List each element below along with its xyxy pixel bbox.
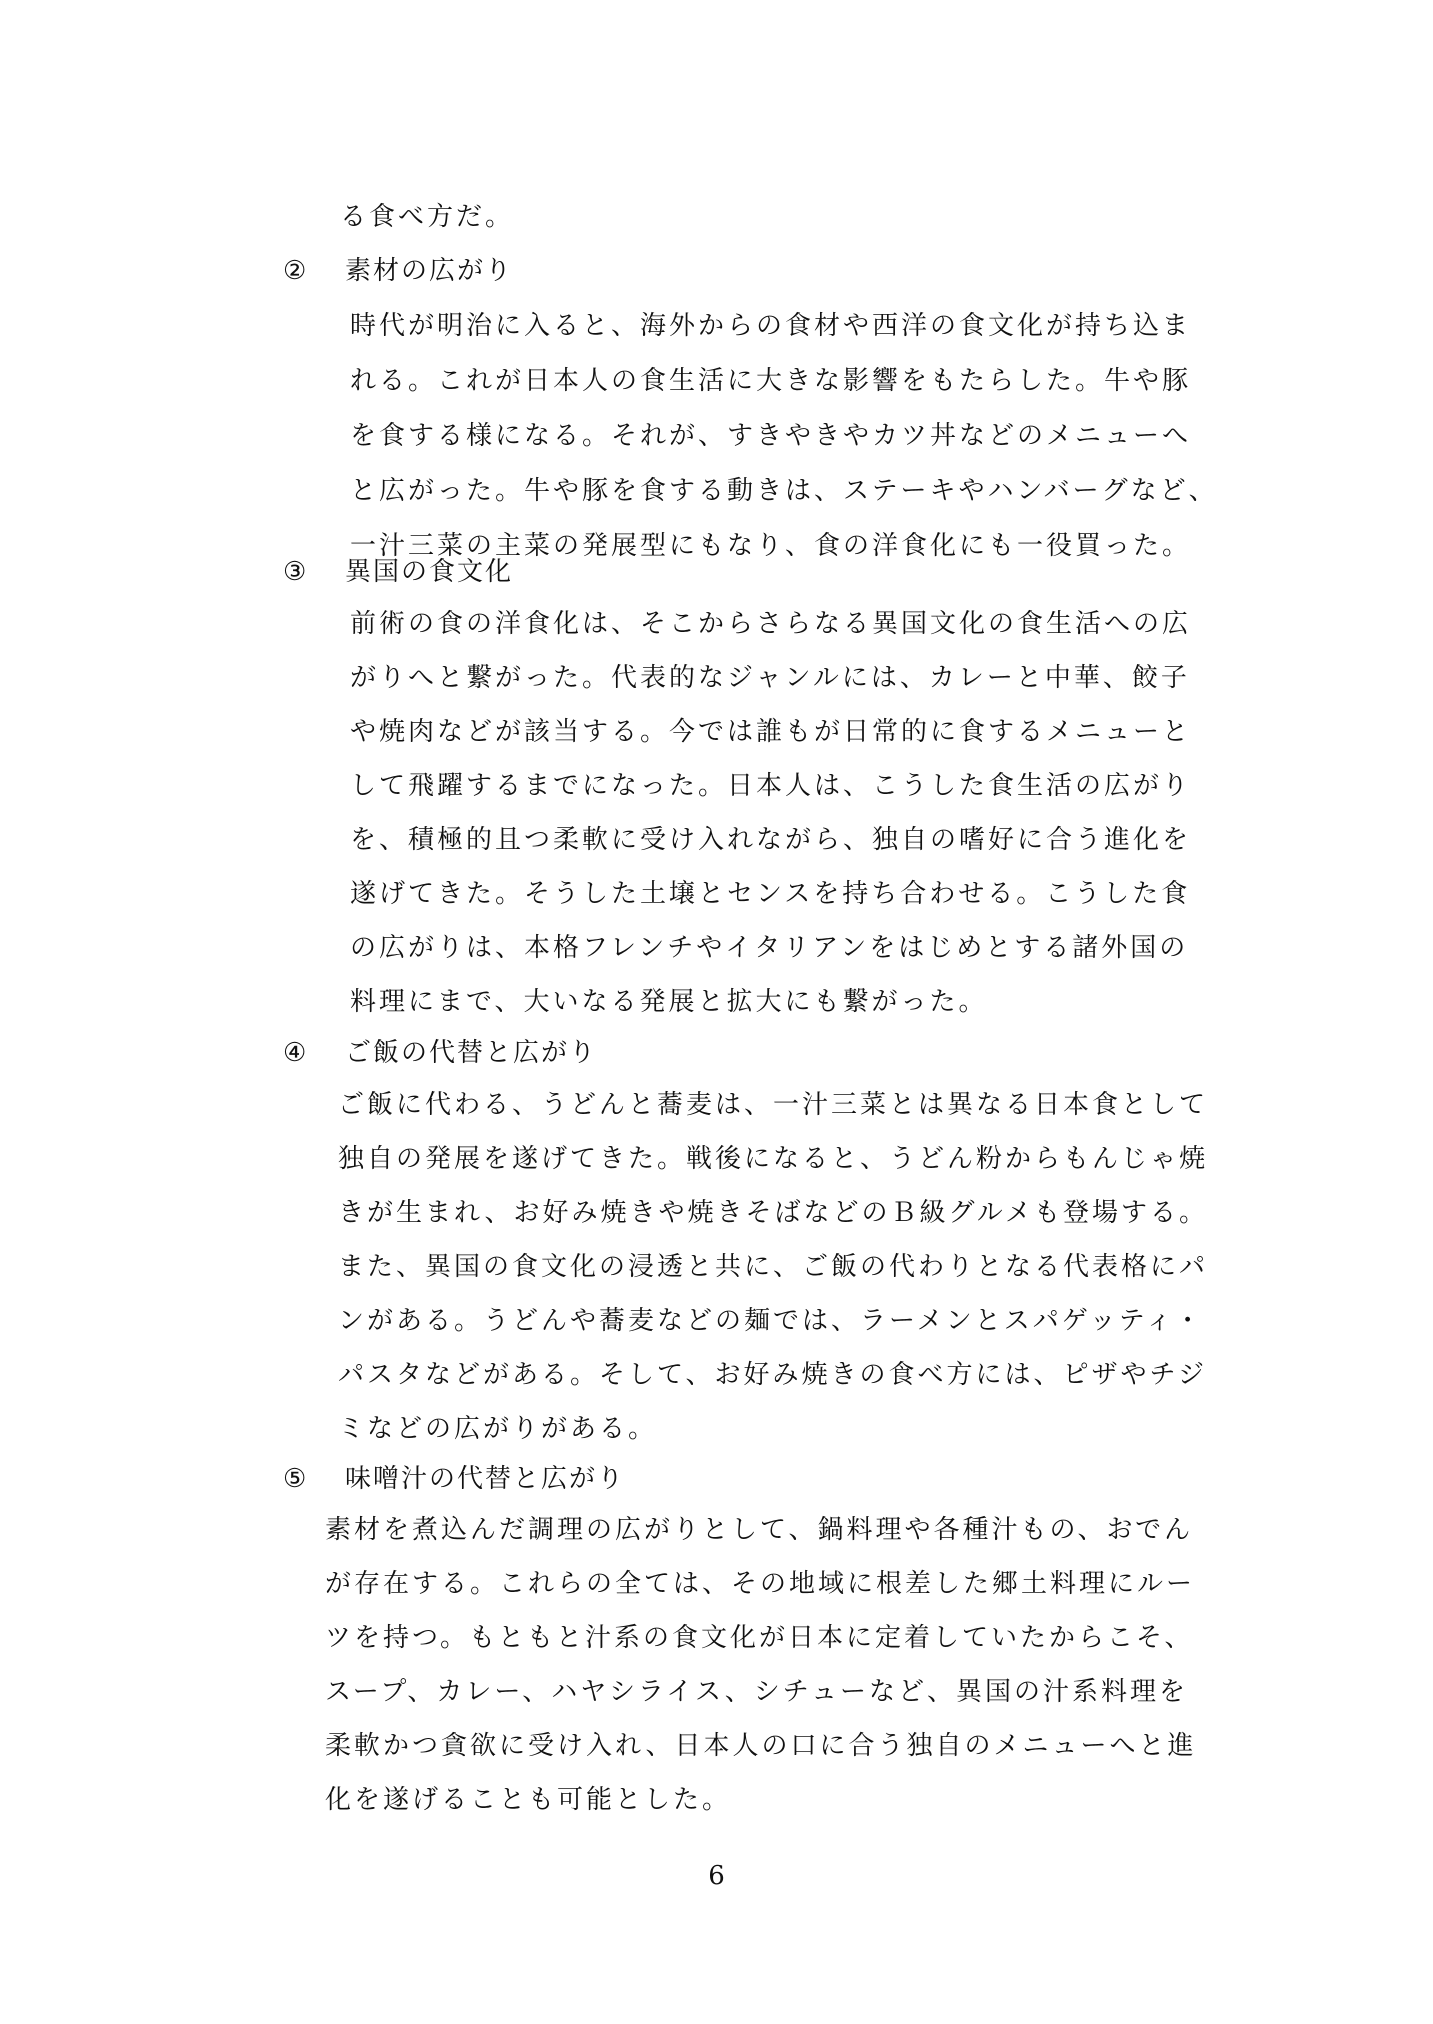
section-3-line: がりへと繋がった。代表的なジャンルには、カレーと中華、餃子 <box>350 663 1190 693</box>
section-5-line: が存在する。これらの全ては、その地域に根差した郷土料理にルー <box>325 1569 1196 1599</box>
section-heading-5 <box>283 1463 625 1495</box>
section-3-line: や焼肉などが該当する。今では誰もが日常的に食するメニューと <box>350 717 1192 747</box>
section-2-line: れる。これが日本人の食生活に大きな影響をもたらした。牛や豚 <box>350 366 1192 396</box>
section-5-line: 柔軟かつ貪欲に受け入れ、日本人の口に合う独自のメニューへと進 <box>325 1731 1197 1761</box>
section-2-line: 時代が明治に入ると、海外からの食材や西洋の食文化が持ち込ま <box>350 311 1192 341</box>
section-4-line: 独自の発展を遂げてきた。戦後になると、うどん粉からもんじゃ焼 <box>338 1144 1209 1174</box>
section-heading-3 <box>283 556 513 588</box>
section-3-line: 前術の食の洋食化は、そこからさらなる異国文化の食生活への広 <box>350 609 1192 639</box>
section-4-line: ミなどの広がりがある。 <box>338 1414 658 1444</box>
section-3-line: の広がりは、本格フレンチやイタリアンをはじめとする諸外国の <box>350 933 1189 963</box>
intro-line: る食べ方だ。 <box>340 202 515 232</box>
section-5-line: スープ、カレー、ハヤシライス、シチューなど、異国の汁系料理を <box>325 1677 1188 1707</box>
section-4-line: ンがある。うどんや蕎麦などの麺では、ラーメンとスパゲッティ・ <box>338 1306 1204 1336</box>
section-5-line: ツを持つ。もともと汁系の食文化が日本に定着していたからこそ、 <box>325 1623 1194 1653</box>
section-title: 異国の食文化 <box>345 557 514 587</box>
section-4-line: ご飯に代わる、うどんと蕎麦は、一汁三菜とは異なる日本食として <box>338 1090 1209 1120</box>
section-title: 素材の広がり <box>345 256 514 286</box>
section-2-line: と広がった。牛や豚を食する動きは、ステーキやハンバーグなど、 <box>350 476 1218 506</box>
section-4-line: きが生まれ、お好み焼きや焼きそばなどのＢ級グルメも登場する。 <box>338 1198 1209 1228</box>
section-2-line: 一汁三菜の主菜の発展型にもなり、食の洋食化にも一役買った。 <box>350 531 1192 561</box>
section-4-line: パスタなどがある。そして、お好み焼きの食べ方には、ピザやチジ <box>338 1360 1207 1390</box>
page-number: 6 <box>708 1861 725 1891</box>
section-number: ③ <box>283 557 309 587</box>
section-4-line: また、異国の食文化の浸透と共に、ご飯の代わりとなる代表格にパ <box>338 1252 1209 1282</box>
section-2-line: を食する様になる。それが、すきやきやカツ丼などのメニューへ <box>350 421 1192 451</box>
section-5-line: 化を遂げることも可能とした。 <box>325 1785 732 1815</box>
section-heading-4 <box>283 1037 597 1069</box>
section-heading-2 <box>283 255 513 287</box>
section-number: ④ <box>283 1038 309 1068</box>
section-3-line: 遂げてきた。そうした土壌とセンスを持ち合わせる。こうした食 <box>350 879 1191 909</box>
section-number: ② <box>283 256 309 286</box>
section-title: 味噌汁の代替と広がり <box>345 1464 626 1494</box>
section-3-line: して飛躍するまでになった。日本人は、こうした食生活の広がり <box>350 771 1192 801</box>
section-number: ⑤ <box>283 1464 309 1494</box>
section-title: ご飯の代替と広がり <box>345 1038 598 1068</box>
section-5-line: 素材を煮込んだ調理の広がりとして、鍋料理や各種汁もの、おでん <box>325 1515 1194 1545</box>
section-3-line: を、積極的且つ柔軟に受け入れながら、独自の嗜好に合う進化を <box>350 825 1192 855</box>
section-3-line: 料理にまで、大いなる発展と拡大にも繋がった。 <box>350 987 988 1017</box>
